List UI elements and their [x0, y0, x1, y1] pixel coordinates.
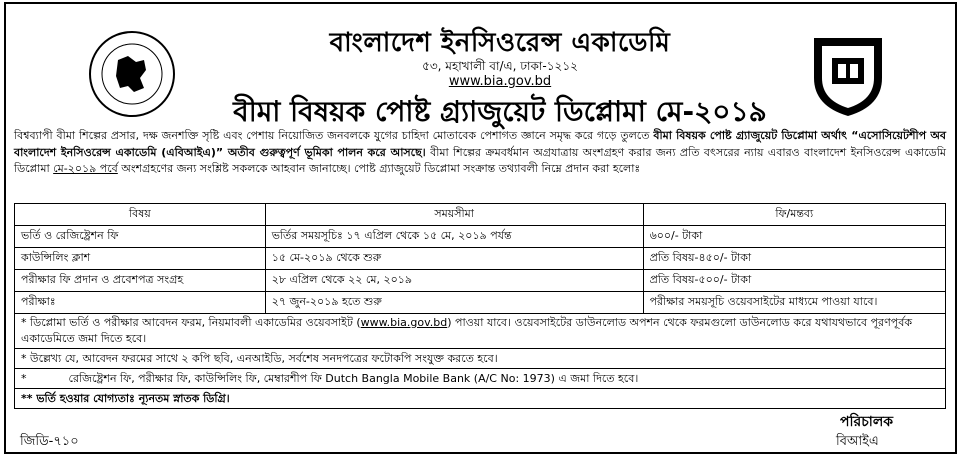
table-row: [15, 270, 946, 292]
signatory-org: বিআইএ: [836, 434, 879, 449]
table-header-row: [15, 204, 946, 226]
cell-subject: কাউন্সিলিং ক্লাশ: [15, 248, 266, 270]
fee-schedule-table: [14, 203, 946, 409]
org-name: বাংলাদেশ ইনসিওরেন্স একাডেমি: [329, 28, 671, 58]
table-row: [15, 292, 946, 314]
cell-timeline: ১৫ মে-২০১৯ থেকে শুরু: [265, 248, 643, 270]
note-eligibility: ** ভর্তি হওয়ার যোগ্যতাঃ ন্যূনতম স্নাতক ডিগ্রি।: [15, 389, 946, 409]
note-row-attachments: [15, 349, 946, 369]
intro-text-3: অংশগ্রহণের জন্য সংশ্লিষ্ট সকলকে আহবান জানাচ্ছে। পোষ্ট গ্র্যাজুয়েট ডিপ্লোমা সংক্রান্ত তথ্যাবলী নিম্নে প্রদান করা হলোঃ: [117, 162, 641, 175]
intro-text-2: বীমা শিল্পের ক্রমবর্ধমান অগ্রযাত্রায় অংশগ্রহণ করার জন্য প্রতি বৎসরের ন্যায় এবারও বাংলাদেশ ইনসিওরেন্স একাডেমি ডিপ্লোমা: [14, 145, 946, 175]
cell-subject: ভর্তি ও রেজিষ্ট্রেশন ফি: [15, 226, 266, 248]
academy-logo-icon: [808, 28, 888, 118]
note-payment: [15, 369, 946, 389]
cell-fee: ৬০০/- টাকা: [643, 226, 945, 248]
cell-timeline: ২৭ জুন-২০১৯ হতে শুরু: [265, 292, 643, 314]
government-seal-icon: [88, 30, 176, 118]
note-text: * ডিপ্লোমা ভর্তি ও পরীক্ষার আবেদন ফরম, নিয়মাবলী একাডেমির ওয়েবসাইট (: [21, 316, 361, 329]
table-row: [15, 226, 946, 248]
intro-highlight: বীমা বিষয়ক পোষ্ট গ্র্যাজুয়েট ডিপ্লোমা অর্থাৎ “এসোসিয়েটশীপ অব বাংলাদেশ ইনসিওরেন্স একাডেমি (এবিআইএ)” অতীব গুরুত্বপূর্ণ ভূমিকা পালন করে আসছে।: [14, 129, 947, 159]
table-row: [15, 248, 946, 270]
org-website-link[interactable]: www.bia.gov.bd: [448, 74, 552, 89]
note-text: ) পাওয়া যাবে। ওয়েবসাইটের ডাউনলোড অপশন থেকে ফরমগুলো ডাউনলোড করে যথাযথভাবে পূরণপূর্বক একাডেমিতে জমা দিতে হবে।: [21, 316, 913, 345]
cell-fee: পরীক্ষার সময়সূচি ওয়েবসাইটের মাধ্যমে পাওয়া যাবে।: [643, 292, 945, 314]
cell-subject: পরীক্ষাঃ: [15, 292, 266, 314]
notice-title: বীমা বিষয়ক পোষ্ট গ্র্যাজুয়েট ডিপ্লোমা মে-২০১৯: [233, 95, 767, 128]
note-row-eligibility: [15, 389, 946, 409]
note-application: [15, 314, 946, 349]
intro-session: মে-২০১৯ পর্বে: [53, 162, 118, 175]
note-text: রেজিষ্ট্রেশন ফি, পরীক্ষার ফি, কাউন্সিলিং ফি, মেম্বারশীপ ফি Dutch Bangla Mobile Bank (A/C No: 1973) এ জমা দিতে হবে।: [68, 371, 639, 385]
note-attachments: * উল্লেখ্য যে, আবেদন ফরমের সাথে ২ কপি ছবি, এনআইডি, সর্বশেষ সনদপত্রের ফটোকপি সংযুক্ত করতে হবে।: [15, 349, 946, 369]
cell-fee: প্রতি বিষয়-৫০০/- টাকা: [643, 270, 945, 292]
note-row-payment: [15, 369, 946, 389]
header-timeline: সময়সীমা: [265, 204, 643, 226]
org-address: ৫৩, মহাখালী বা/এ, ঢাকা-১২১২: [422, 59, 578, 73]
note-row-application: [15, 314, 946, 349]
cell-fee: প্রতি বিষয়-৪৫০/- টাকা: [643, 248, 945, 270]
cell-timeline: ভর্তির সময়সূচিঃ ১৭ এপ্রিল থেকে ১৫ মে, ২০১৯ পর্যন্ত: [265, 226, 643, 248]
cell-timeline: ২৮ এপ্রিল থেকে ২২ মে, ২০১৯: [265, 270, 643, 292]
intro-paragraph: [14, 128, 946, 178]
note-website-link[interactable]: www.bia.gov.bd: [360, 316, 448, 329]
cell-subject: পরীক্ষার ফি প্রদান ও প্রবেশপত্র সংগ্রহ: [15, 270, 266, 292]
reference-number: জিডি-৭১০: [20, 434, 79, 449]
intro-text-1: বিশ্বব্যাপী বীমা শিল্পের প্রসার, দক্ষ জনশক্তি সৃষ্টি এবং পেশায় নিয়োজিত জনবলকে যুগের চাহিদা মোতাবেক পেশাগত জ্ঞানে সমৃদ্ধ করে গড়ে তুলতে: [14, 129, 654, 142]
header-subject: বিষয়: [15, 204, 266, 226]
signatory-role: পরিচালক: [840, 414, 894, 430]
header-fee: ফি/মন্তব্য: [643, 204, 945, 226]
note-bullet: *: [21, 371, 27, 385]
